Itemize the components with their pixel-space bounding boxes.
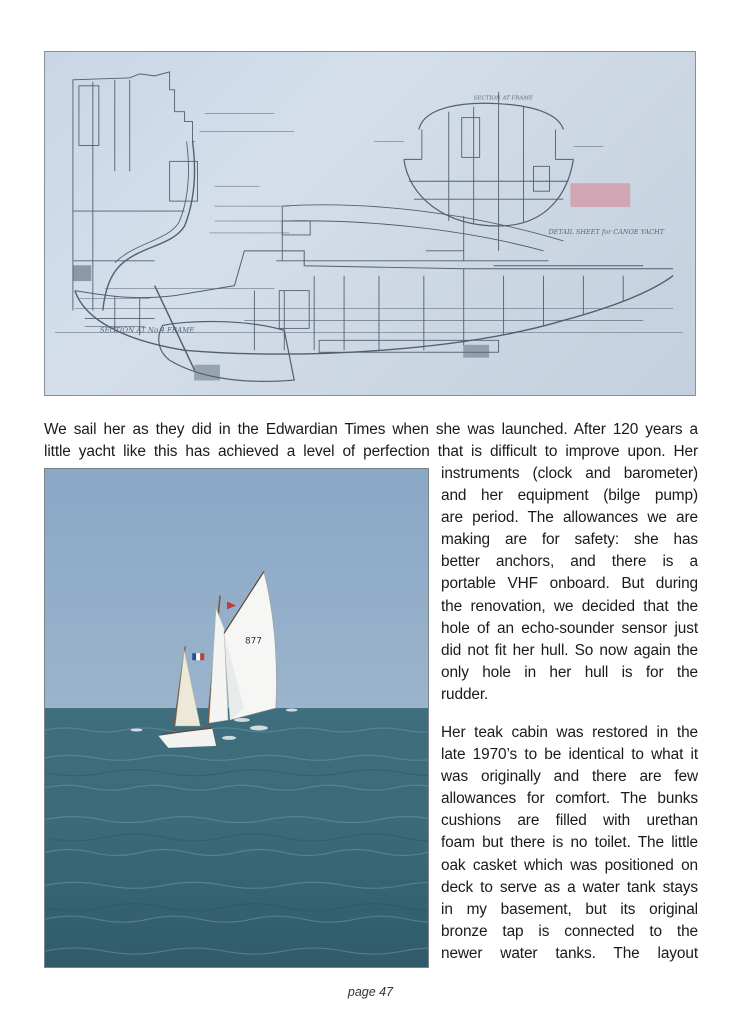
photo-drawing <box>45 469 428 967</box>
intro-paragraph <box>44 419 698 463</box>
text-line: allowances for comfort. The bunks <box>441 790 698 808</box>
label-section-no4: SECTION AT No 4 FRAME <box>99 326 195 335</box>
text-line: and her equipment (bilge pump) <box>441 487 698 505</box>
text-line: instruments (clock and barometer) <box>441 465 698 482</box>
blueprint-figure <box>44 51 696 396</box>
text-line: only hole in her hull is for the <box>441 663 698 681</box>
text-line: deck to serve as a water tank stays <box>441 878 698 896</box>
label-detail-sheet: DETAIL SHEET for CANOE YACHT <box>548 227 665 236</box>
text-line: are period. The allowances we are <box>441 509 698 527</box>
text-line: oak casket which was positioned on <box>441 856 698 874</box>
label-section-frame: SECTION AT FRAME <box>473 95 533 102</box>
page-number: page 47 <box>347 985 394 999</box>
text-line: hole of an echo-sounder sensor just <box>441 619 698 637</box>
text-line: in my basement, but its original <box>441 900 698 918</box>
text-line: bronze tap is connected to the <box>441 922 698 940</box>
text-line: portable VHF onboard. But during <box>441 575 698 593</box>
sail-number: 877 <box>244 636 263 647</box>
text-line: the renovation, we decided that the <box>441 597 698 615</box>
text-line: cushions are filled with urethan <box>441 812 698 830</box>
text-line: making are for safety: she has <box>441 531 698 549</box>
blueprint-drawing <box>45 52 695 395</box>
sailing-yacht-photo <box>44 468 429 968</box>
text-line: Her teak cabin was restored in the <box>441 724 698 741</box>
text-line: better anchors, and there is a <box>441 553 698 571</box>
intro-line: little yacht like this has achieved a level of perfection that is difficult to improve upon. Her <box>44 443 698 460</box>
text-line: rudder. <box>441 685 489 703</box>
column-paragraph-1 <box>441 463 698 706</box>
text-line: did not fit her hull. So now again the <box>441 641 698 659</box>
text-line: late 1970’s to be identical to what it <box>441 746 698 764</box>
text-line: foam but there is no toilet. The little <box>441 834 698 852</box>
intro-line: We sail her as they did in the Edwardian Times when she was launched. After 120 years a <box>44 421 698 438</box>
text-line: was originally and there are few <box>441 768 698 786</box>
column-paragraph-2 <box>441 722 698 965</box>
red-stamp <box>570 183 630 207</box>
text-line: newer water tanks. The layout <box>441 944 698 962</box>
